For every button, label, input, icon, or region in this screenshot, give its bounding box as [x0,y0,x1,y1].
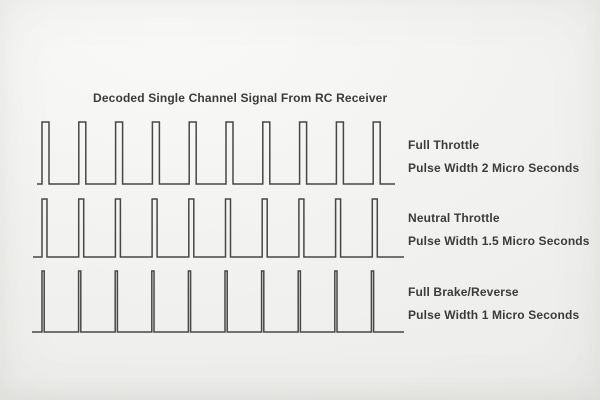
label-group-neutral-throttle [408,211,590,248]
waveform-full-brake-reverse [32,271,404,332]
waveform-full-throttle [37,122,395,184]
waveform-label-neutral-throttle: Neutral Throttle [408,211,500,225]
waveform-label-full-throttle: Full Throttle [408,138,480,152]
pulse-width-label-neutral-throttle: Pulse Width 1.5 Micro Seconds [408,234,590,248]
diagram-title: Decoded Single Channel Signal From RC Receiver [93,91,388,105]
waveform-neutral-throttle [33,199,404,257]
pulse-width-label-full-brake-reverse: Pulse Width 1 Micro Seconds [408,308,580,322]
waveform-label-full-brake-reverse: Full Brake/Reverse [408,285,519,299]
label-group-full-throttle [408,138,579,175]
pulse-width-label-full-throttle: Pulse Width 2 Micro Seconds [408,161,580,175]
label-group-full-brake-reverse [408,285,579,322]
